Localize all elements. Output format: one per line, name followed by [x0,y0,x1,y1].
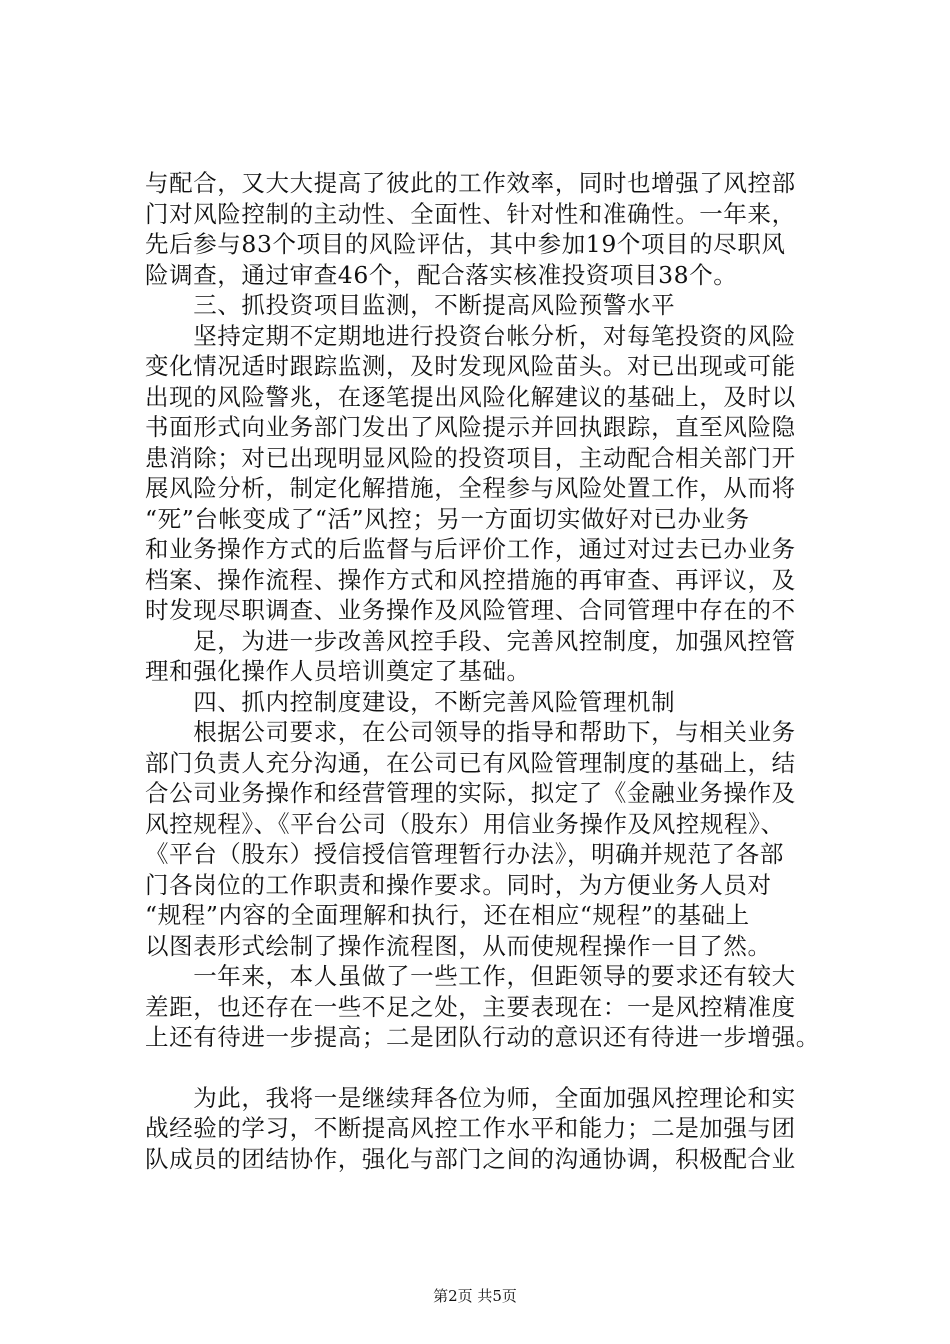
text-line: “死”台帐变成了“活”风控；另一方面切实做好对已办业务 [145,504,750,533]
text-line: 坚持定期不定期地进行投资台帐分析，对每笔投资的风险 [145,321,796,350]
text-line: 队成员的团结协作，强化与部门之间的沟通协调，积极配合业 [145,1144,796,1173]
text-line: 与配合，又大大提高了彼此的工作效率，同时也增强了风控部 [145,169,796,197]
text-line: 展风险分析，制定化解措施，全程参与风险处置工作，从而将 [145,474,796,502]
text-line: 四、抓内控制度建设，不断完善风险管理机制 [145,687,676,716]
text-line: 风控规程》、《平台公司（股东）用信业务操作及风控规程》、 [145,809,785,838]
text-line: 出现的风险警兆，在逐笔提出风险化解建议的基础上，及时以 [145,382,796,411]
text-line: 根据公司要求，在公司领导的指导和帮助下，与相关业务 [145,718,796,746]
text-line: 战经验的学习，不断提高风控工作水平和能力；二是加强与团 [145,1114,796,1142]
text-line: 部门负责人充分沟通，在公司已有风险管理制度的基础上，结 [145,748,796,777]
text-line: 先后参与83个项目的风险评估，其中参加19个项目的尽职风 [145,230,786,258]
text-line: 一年来，本人虽做了一些工作，但距领导的要求还有较大 [145,962,796,990]
text-line: 理和强化操作人员培训奠定了基础。 [145,657,531,685]
text-line: 三、抓投资项目监测，不断提高风险预警水平 [145,291,676,319]
document-body [145,168,845,1174]
text-line: 患消除；对已出现明显风险的投资项目，主动配合相关部门开 [145,443,796,472]
text-line: 足，为进一步改善风控手段、完善风控制度，加强风控管 [145,626,796,655]
text-line: 上还有待进一步提高；二是团队行动的意识还有待进一步增强。 [145,1023,820,1051]
paragraph-gap [145,1053,845,1083]
text-line: 和业务操作方式的后监督与后评价工作，通过对过去已办业务 [145,535,796,563]
text-line: 险调查，通过审查46个，配合落实核准投资项目38个。 [145,260,738,289]
text-line: 《平台（股东）授信授信管理暂行办法》，明确并规范了各部 [145,840,784,868]
text-line: 档案、操作流程、操作方式和风控措施的再审查、再评议，及 [145,565,796,594]
text-line: 门各岗位的工作职责和操作要求。同时，为方便业务人员对 [145,870,772,899]
text-line: 变化情况适时跟踪监测，及时发现风险苗头。对已出现或可能 [145,352,796,380]
page-footer: 第2页 共5页 [433,1287,517,1305]
text-line: 为此，我将一是继续拜各位为师，全面加强风控理论和实 [145,1083,796,1112]
paragraph-block-closing [145,1083,845,1175]
text-line: 差距，也还存在一些不足之处，主要表现在：一是风控精准度 [145,992,796,1021]
text-line: “规程”内容的全面理解和执行，还在相应“规程”的基础上 [145,901,750,929]
text-line: 以图表形式绘制了操作流程图，从而使规程操作一目了然。 [145,931,772,960]
paragraph-block-main [145,168,845,1053]
text-line: 门对风险控制的主动性、全面性、针对性和准确性。一年来， [145,199,796,228]
text-line: 合公司业务操作和经营管理的实际，拟定了《金融业务操作及 [145,779,796,807]
text-line: 书面形式向业务部门发出了风险提示并回执跟踪，直至风险隐 [145,413,796,441]
text-line: 时发现尽职调查、业务操作及风险管理、合同管理中存在的不 [145,596,796,624]
